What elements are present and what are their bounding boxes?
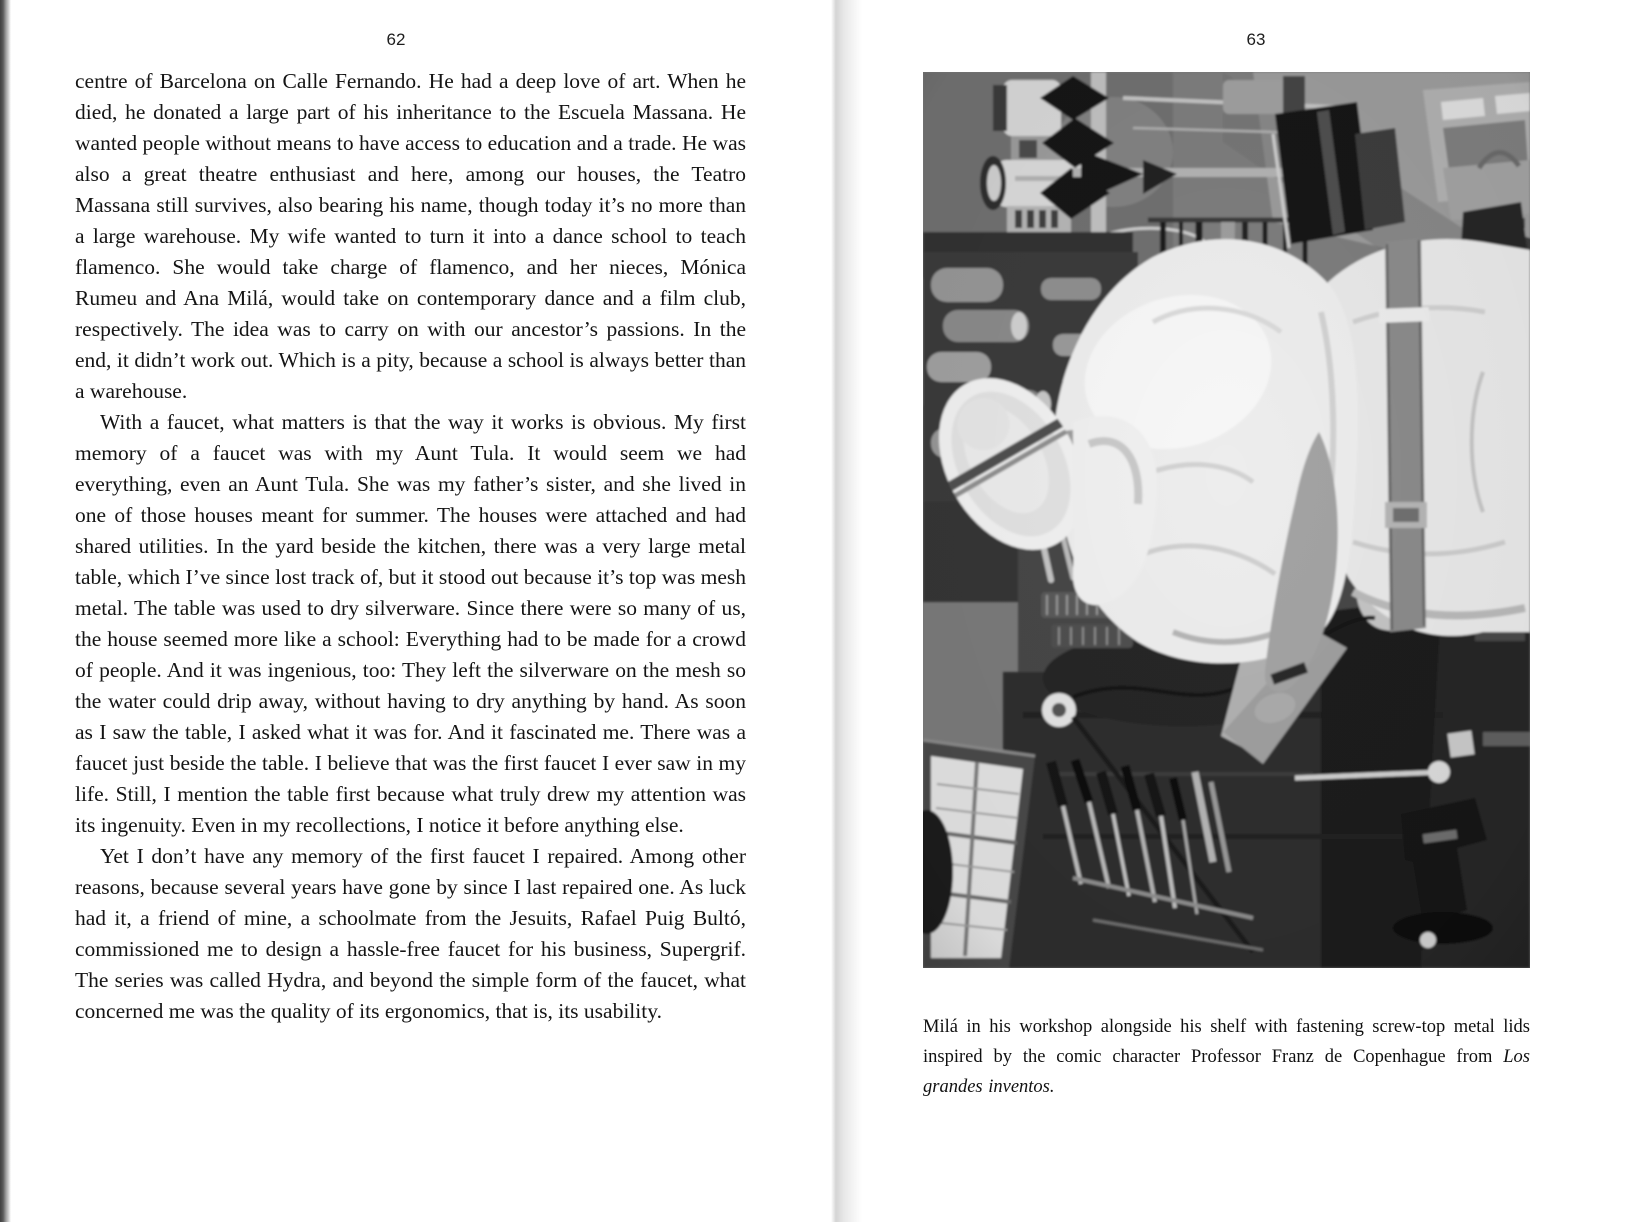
workshop-photo [923,72,1530,968]
caption-work-title: Los grandes inventos. [923,1047,1530,1097]
caption-text: Milá in his workshop alongside his shelf with fastening screw-top metal lids inspired by the comic character Professor Franz de Copenhague from [923,1017,1530,1067]
body-text-column [75,66,746,1027]
body-paragraph: With a faucet, what matters is that the way it works is obvious. My first memory of a faucet was with my Aunt Tula. It would seem we had everything, even an Aunt Tula. She was my father’s sister, and she lived in one of those houses meant for summer. The houses were attached and had shared utilities. In the yard beside the kitchen, there was a very large metal table, which I’ve since lost track of, but it stood out because it’s top was mesh metal. The table was used to dry silverware. Since there were so many of us, the house seemed more like a school: Everything had to be made for a crowd of people. And it was ingenious, too: They left the silverware on the mesh so the water could drip away, without having to dry anything by hand. As soon as I saw the table, I asked what it was for. And it fascinated me. There was a faucet just beside the table. I believe that was the first faucet I ever saw in my life. Still, I mention the table first because what truly drew my attention was its ingenuity. Even in my recollections, I notice it before anything else. [75,410,746,837]
photo-caption [923,1012,1530,1102]
page-number-right: 63 [1246,30,1266,49]
page-number-left: 62 [386,30,406,49]
body-paragraph: Yet I don’t have any memory of the first faucet I repaired. Among other reasons, because several years have gone by since I last repaired one. As luck had it, a friend of mine, a schoolmate from the Jesuits, Rafael Puig Bultó, commissioned me to design a hassle-free faucet for his business, Supergrif. The series was called Hydra, and beyond the simple form of the faucet, what concerned me was the quality of its ergonomics, that is, its usability. [75,844,746,1023]
body-paragraph: centre of Barcelona on Calle Fernando. He had a deep love of art. When he died, he donated a large part of his inheritance to the Escuela Massana. He wanted people without means to have access to education and a trade. He was also a great theatre enthusiast and here, among our houses, the Teatro Massana still survives, also bearing his name, though today it’s no more than a large warehouse. My wife wanted to turn it into a dance school to teach flamenco. She would take charge of flamenco, and her nieces, Mónica Rumeu and Ana Milá, would take on contemporary dance and a film club, respectively. The idea was to carry on with our ancestor’s passions. In the end, it didn’t work out. Which is a pity, because a school is always better than a warehouse. [75,69,746,403]
screen-edge-shadow [0,0,11,1222]
workshop-photo-illustration [923,72,1530,968]
page-gutter-shadow [831,0,862,1222]
